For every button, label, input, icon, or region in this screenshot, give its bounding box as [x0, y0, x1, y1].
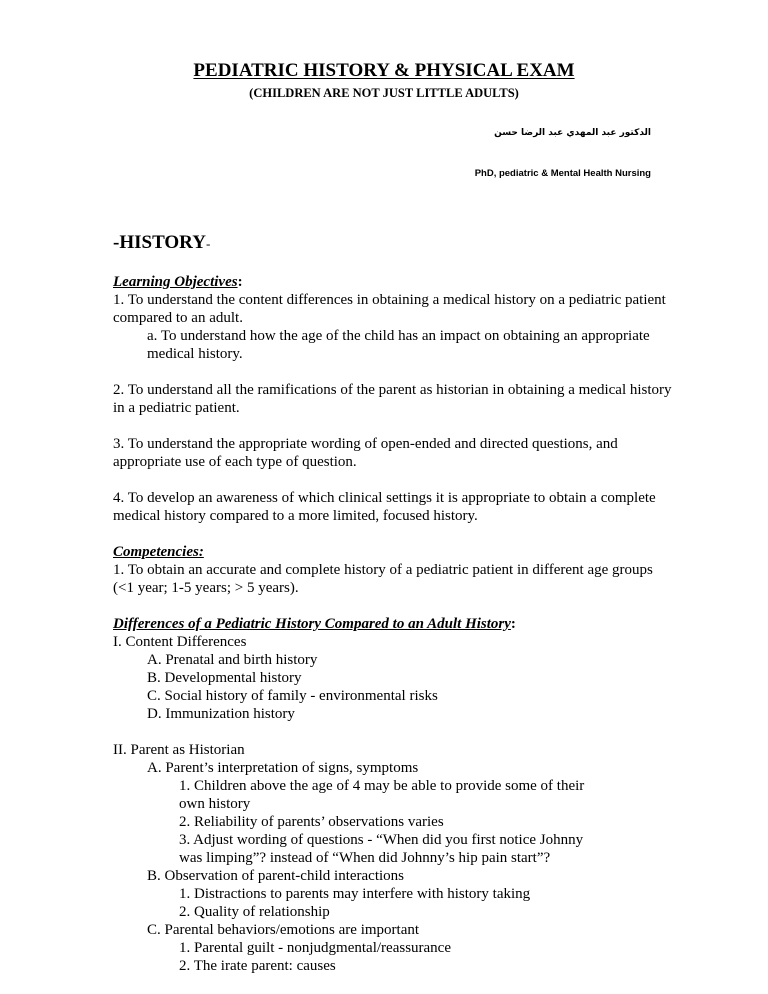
objective-item: 3. To understand the appropriate wording of open-ended and directed questions, and appropriate use of each type of question. [113, 436, 618, 470]
learning-objectives-heading: Learning Objectives: [113, 274, 243, 290]
differences-heading: Differences of a Pediatric History Compared to an Adult History: [113, 616, 516, 632]
list-item: A. Parent’s interpretation of signs, symptoms [147, 760, 419, 776]
parent-historian-title: II. Parent as Historian [113, 742, 245, 758]
list-subitem: 2. Reliability of parents’ observations varies [179, 814, 444, 830]
competencies-heading: Competencies: [113, 544, 204, 560]
history-heading-trail: - [205, 236, 211, 251]
list-subitem: 1. Parental guilt - nonjudgmental/reassurance [179, 940, 451, 956]
page-subtitle: (CHILDREN ARE NOT JUST LITTLE ADULTS) [249, 86, 519, 100]
history-heading-text: -HISTORY [113, 232, 206, 253]
competency-item: 1. To obtain an accurate and complete history of a pediatric patient in different age groups (<1 year; 1-5 years; > 5 years). [113, 562, 653, 596]
objective-item: 4. To develop an awareness of which clinical settings it is appropriate to obtain a complete medical history compared to a more limited, focused history. [113, 490, 656, 524]
objective-subitem: a. To understand how the age of the child has an impact on obtaining an appropriate medical history. [147, 328, 650, 362]
author-arabic-name: الدكتور عبد المهدي عبد الرضا حسن [494, 128, 651, 138]
list-subitem: 1. Distractions to parents may interfere with history taking [179, 886, 531, 902]
content-differences-title: I. Content Differences [113, 634, 247, 650]
learning-objectives-label: Learning Objectives [113, 274, 238, 290]
list-subitem: 3. Adjust wording of questions - “When did you first notice Johnny was limping”? instead of “When did Johnny’s hip pain start”? [179, 832, 584, 866]
author-credential: PhD, pediatric & Mental Health Nursing [474, 168, 651, 179]
document-body [113, 273, 673, 975]
list-subitem: 1. Children above the age of 4 may be able to provide some of their own history [179, 778, 585, 812]
objective-item: 2. To understand all the ramifications of the parent as historian in obtaining a medical history in a pediatric patient. [113, 382, 672, 416]
list-item: C. Parental behaviors/emotions are important [147, 922, 420, 938]
history-heading [113, 234, 210, 253]
list-item: B. Developmental history [147, 670, 302, 686]
list-subitem: 2. The irate parent: causes [179, 958, 336, 974]
list-subitem: 2. Quality of relationship [179, 904, 330, 920]
page-title: PEDIATRIC HISTORY & PHYSICAL EXAM [193, 60, 575, 81]
list-item: C. Social history of family - environmental risks [147, 688, 438, 704]
list-item: B. Observation of parent-child interactions [147, 868, 405, 884]
list-item: A. Prenatal and birth history [147, 652, 318, 668]
objective-item: 1. To understand the content differences in obtaining a medical history on a pediatric patient compared to an adult. [113, 292, 666, 326]
list-item: D. Immunization history [147, 706, 295, 722]
